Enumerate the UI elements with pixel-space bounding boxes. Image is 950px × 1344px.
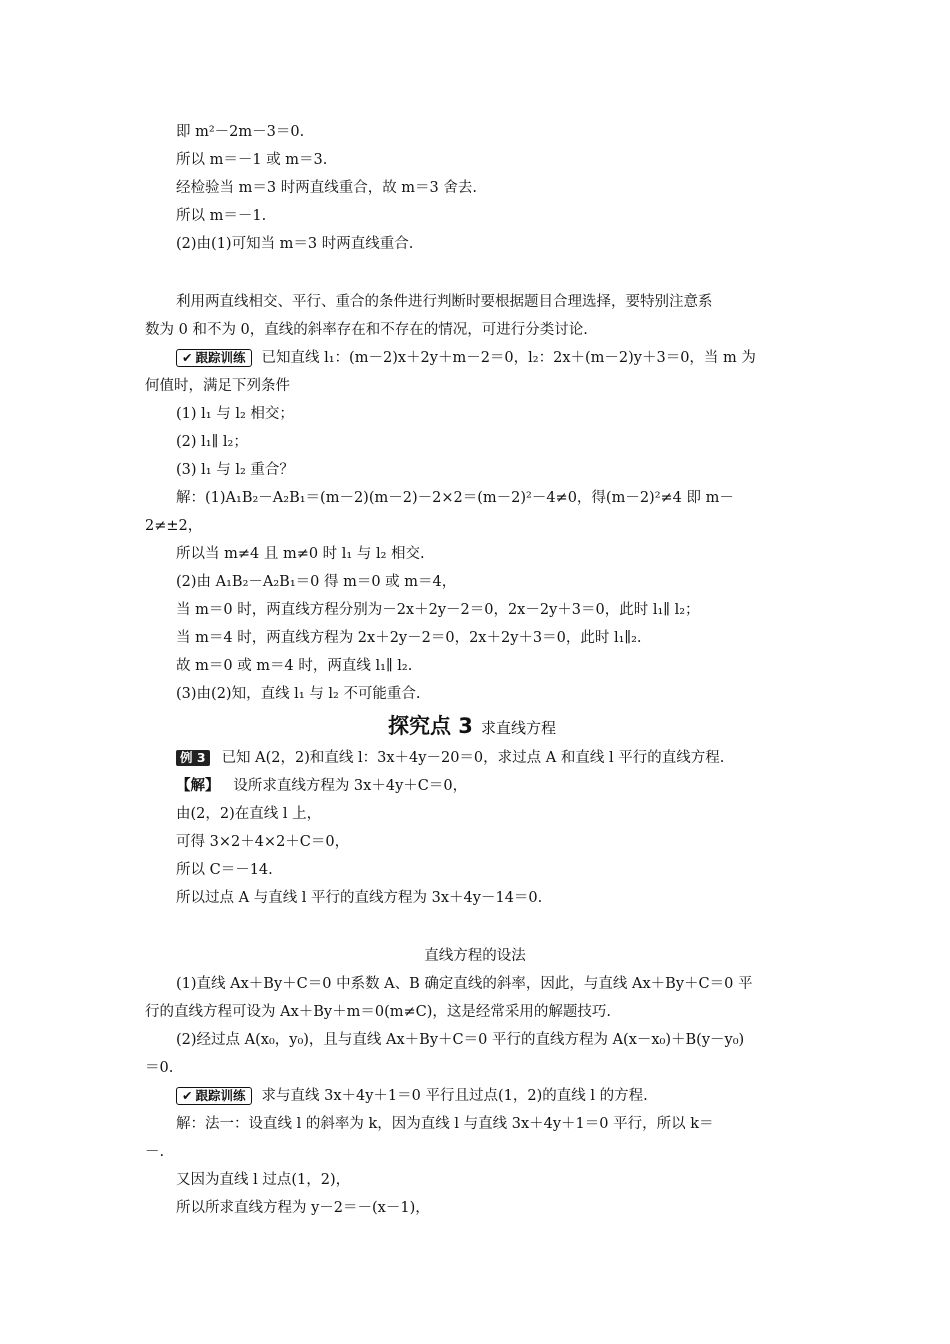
text-line: (1) l₁ 与 l₂ 相交； [176,406,294,422]
text-line: 当 m＝4 时，两直线方程为 2x＋2y－2＝0，2x＋2y＋3＝0，此时 l₁∥₂. [176,630,642,646]
note-line: 数为 0 和不为 0，直线的斜率存在和不存在的情况，可进行分类讨论. [145,322,588,338]
text-line: 所以 C＝－14. [176,862,273,878]
section-title: 探究点 3 [388,714,473,738]
text-line: 所以 m＝－1. [176,208,267,224]
text-line: 当 m＝0 时，两直线方程分别为－2x＋2y－2＝0，2x－2y＋3＝0，此时 l₁∥ l₂； [176,602,700,618]
text-line: 即 m²－2m－3＝0. [176,124,305,140]
text-line: (2) l₁∥ l₂； [176,434,248,450]
text-line: 所以当 m≠4 且 m≠0 时 l₁ 与 l₂ 相交. [176,546,425,562]
text-line: 所以所求直线方程为 y－2＝－(x－1)， [176,1200,430,1216]
text-line: (3) l₁ 与 l₂ 重合？ [176,462,294,478]
example-question-line: 例 3 已知 A(2，2)和直线 l：3x＋4y－20＝0，求过点 A 和直线 l 平行的直线方程. [176,748,724,768]
text-line: 经检验当 m＝3 时两直线重合，故 m＝3 舍去. [176,180,477,196]
solution-label: 【解】 [176,777,220,794]
example-badge: 例 3 [176,750,210,766]
text-line: 又因为直线 l 过点(1，2)， [176,1172,351,1188]
text-line: 解：法一：设直线 l 的斜率为 k，因为直线 l 与直线 3x＋4y＋1＝0 平行，所以 k＝ [176,1116,714,1132]
check-icon: ✔ [182,350,193,365]
text-line: ＝0. [145,1060,174,1076]
text-line: 所以过点 A 与直线 l 平行的直线方程为 3x＋4y－14＝0. [176,890,543,906]
check-icon: ✔ [182,1088,193,1103]
note-line: 利用两直线相交、平行、重合的条件进行判断时要根据题目合理选择，要特别注意系 [176,294,713,310]
text-line: －. [145,1144,165,1160]
text-line: 所以 m＝－1 或 m＝3. [176,152,328,168]
practice-badge: ✔ 跟踪训练 [176,349,252,367]
text-line: (2)由 A₁B₂－A₂B₁＝0 得 m＝0 或 m＝4， [176,574,457,590]
section-heading [388,710,556,740]
text-line: 故 m＝0 或 m＝4 时，两直线 l₁∥ l₂. [176,658,413,674]
text-line: 由(2，2)在直线 l 上， [176,806,322,822]
solution-line: 【解】 设所求直线方程为 3x＋4y＋C＝0， [176,777,468,794]
practice-question-line: ✔ 跟踪训练 已知直线 l₁：(m－2)x＋2y＋m－2＝0，l₂：2x＋(m－2)y＋3＝0，当 m 为 [176,348,756,368]
text-line: 解：(1)A₁B₂－A₂B₁＝(m－2)(m－2)－2×2＝(m－2)²－4≠0，得(m－2)²≠4 即 m－ [176,490,734,506]
method-title: 直线方程的设法 [424,948,526,964]
text-line: (2)经过点 A(x₀，y₀)，且与直线 Ax＋By＋C＝0 平行的直线方程为 A(x－x₀)＋B(y－y₀) [176,1032,745,1048]
text-line: 2≠±2， [145,518,203,534]
section-subtitle: 求直线方程 [480,719,556,737]
practice-badge: ✔ 跟踪训练 [176,1087,252,1105]
text-line: (3)由(2)知，直线 l₁ 与 l₂ 不可能重合. [176,686,421,702]
practice-question-line: ✔ 跟踪训练 求与直线 3x＋4y＋1＝0 平行且过点(1，2)的直线 l 的方程. [176,1086,648,1106]
text-line: 何值时，满足下列条件 [145,378,290,394]
text-line: (2)由(1)可知当 m＝3 时两直线重合. [176,236,414,252]
text-line: 行的直线方程可设为 Ax＋By＋m＝0(m≠C)，这是经常采用的解题技巧. [145,1004,611,1020]
text-line: 可得 3×2＋4×2＋C＝0， [176,834,350,850]
text-line: (1)直线 Ax＋By＋C＝0 中系数 A、B 确定直线的斜率，因此，与直线 Ax＋By＋C＝0 平 [176,976,753,992]
